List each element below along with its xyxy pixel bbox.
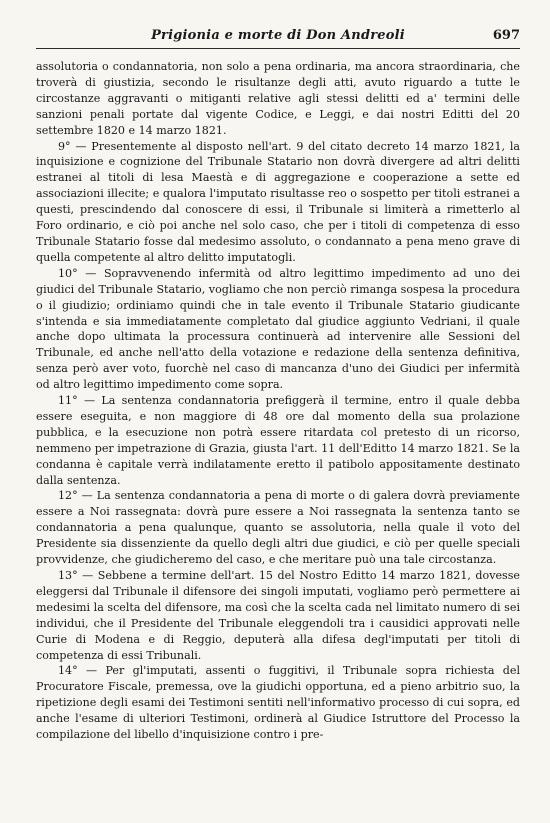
paragraph-article-12: 12° — La sentenza condannatoria a pena di morte o di galera dovrà previamente essere a Noi rassegnata: dovrà pure essere a Noi rassegnata la sentenza tanto se condannatoria a pena qualunque, quanto se assolutoria, nella quale il voto del Presidente sia dissenziente da quello degli altri due giudici, e ciò per quelle speciali provvidenze, che giudicheremo del caso, e che meritare può una tale circostanza. bbox=[36, 489, 520, 567]
running-title: Prigionia e morte di Don Andreoli bbox=[151, 28, 405, 43]
paragraph-article-11: 11° — La sentenza condannatoria prefiggerà il termine, entro il quale debba essere eseguita, e non maggiore di 48 ore dal momento della sua prolazione pubblica, e la esecuzione non potrà essere ritardata col pretesto di un ricorso, nemmeno per impetrazione di Grazia, giusta l'art. 11 dell'Editto 14 marzo 1821. Se la condanna è capitale verrà indilatamente eretto il patibolo appositamente destinato dalla sentenza. bbox=[36, 394, 520, 487]
body-text bbox=[36, 59, 520, 743]
paragraph-article-9: 9° — Presentemente al disposto nell'art. 9 del citato decreto 14 marzo 1821, la inquisizione e cognizione del Tribunale Statario non dovrà divergere ad altri delitti estranei al titoli di lesa Maestà e di aggregazione e cooperazione a sette ed associazioni illecite; e qualora l'imputato risultasse reo o sospetto per titoli estranei a questi, prescindendo dal conoscere di essi, il Tribunale si limiterà a rimetterlo al Foro ordinario, e ciò poi anche nel solo caso, che per i titoli di competenza di esso Tribunale Statario fosse dal medesimo assoluto, o condannato a pena meno grave di quella competente al altro delitto imputatogli. bbox=[36, 139, 520, 264]
running-header bbox=[36, 26, 520, 49]
paragraph-article-13: 13° — Sebbene a termine dell'art. 15 del Nostro Editto 14 marzo 1821, dovesse eleggersi dal Tribunale il difensore dei singoli imputati, vogliamo però permettere ai medesimi la scelta del difensore, ma così che la scelta cada nel limitato numero di sei individui, che il Presidente del Tribunale eleggendoli tra i causidici approvati nelle Curie di Modena e di Reggio, deputerà alla difesa degl'imputati per titoli di competenza di essi Tribunali. bbox=[36, 569, 520, 662]
paragraph-article-10: 10° — Sopravvenendo infermità od altro legittimo impedimento ad uno dei giudici del Tribunale Statario, vogliamo che non perciò rimanga sospesa la procedura o il giudizio; ordiniamo quindi che in tale evento il Tribunale Statario giudicante s'intenda e sia immediatamente completato dal giudice aggiunto Vedriani, il quale anche dopo ultimata la processura continuerà ad intervenire alle Sessioni del Tribunale, ed anche nell'atto della votazione e redazione della sentenza definitiva, senza però aver voto, fuorchè nel caso di mancanza d'uno dei Giudici per infermità od altro legittimo impedimento come sopra. bbox=[36, 266, 520, 392]
paragraph-article-14: 14° — Per gl'imputati, assenti o fuggitivi, il Tribunale sopra richiesta del Procuratore Fiscale, premessa, ove la giudichi opportuna, ed a pieno arbitrio suo, la ripetizione degli esami dei Testimoni sentiti nell'informativo processo di cui sopra, ed anche l'esame di ulteriori Testimoni, ordinerà al Giudice Istruttore del Processo la compilazione del libello d'inquisizione contro i pre- bbox=[36, 664, 520, 742]
page-number: 697 bbox=[492, 28, 520, 43]
paragraph-continuation: assolutoria o condannatoria, non solo a pena ordinaria, ma ancora straordinaria, che troverà di giustizia, secondo le risultanze degli atti, avuto riguardo a tutte le circostanze aggravanti o mitiganti relative agli stessi delitti ed a' termini delle sanzioni penali portate dal vigente Codice, e Leggi, e dai nostri Editti del 20 settembre 1820 e 14 marzo 1821. bbox=[36, 60, 520, 137]
